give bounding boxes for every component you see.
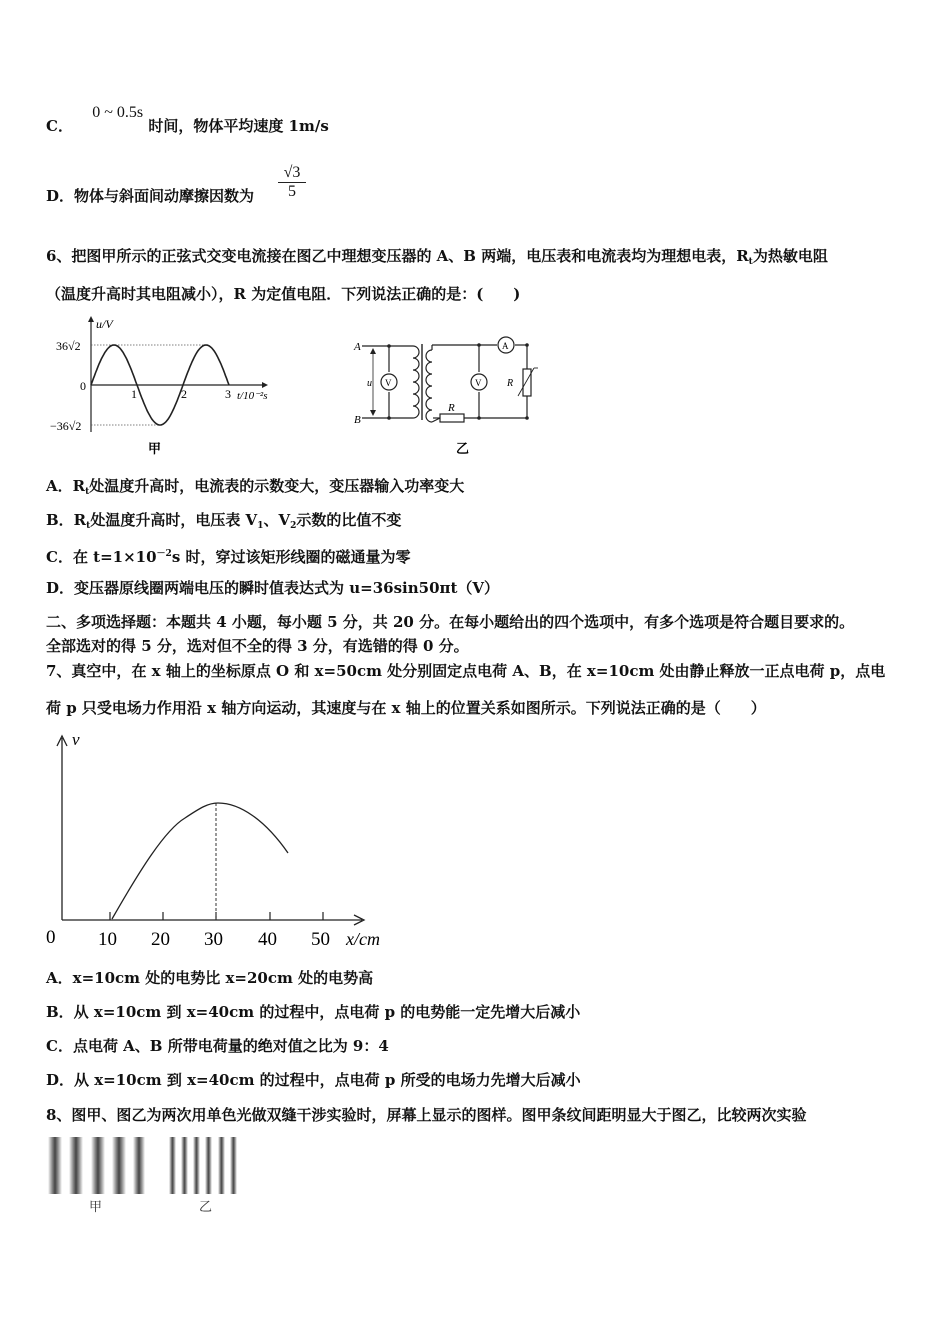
voltmeter-v1-label: V <box>385 378 392 388</box>
fringe-caption-jia: 甲 <box>89 1200 103 1215</box>
option-sub: 1 <box>257 521 264 531</box>
figure-jia-sine-chart <box>40 312 290 462</box>
q5-option-d-text: D．物体与斜面间动摩擦因数为 <box>46 187 255 205</box>
q6-stem-text: 6、把图甲所示的正弦式交变电流接在图乙中理想变压器的 A、B 两端，电压表和电流表均为理想电表，R <box>46 247 749 265</box>
option-sub: t <box>86 521 91 531</box>
y-max-label: 36√2 <box>56 339 81 353</box>
q7-option-d: D．从 x=10cm 到 x=40cm 的过程中，点电荷 p 所受的电场力先增大后减小 <box>46 1071 581 1089</box>
voltage-u-label: u <box>367 378 372 389</box>
q7-option-b: B．从 x=10cm 到 x=40cm 的过程中，点电荷 p 的电势能一定先增大后减小 <box>46 1003 581 1021</box>
voltmeter-v2-label: V <box>475 378 482 388</box>
figure-velocity-position-chart <box>30 725 410 955</box>
x-tick-40: 40 <box>258 929 277 950</box>
resistor-r-label: R <box>448 402 455 414</box>
q6-stem-line2: （温度升高时其电阻减小），R 为定值电阻．下列说法正确的是：( ) <box>46 285 521 303</box>
x-axis-label: x/cm <box>346 929 380 949</box>
section2-instructions-line2: 全部选对的得 5 分，选对但不全的得 3 分，有选错的得 0 分。 <box>46 637 469 655</box>
q6-option-a <box>46 476 464 502</box>
figure-jia-caption: 甲 <box>148 442 162 457</box>
q5-option-c-label: C． <box>46 117 73 135</box>
option-text: 示数的比值不变 <box>296 511 402 529</box>
option-text: 处温度升高时，电流表的示数变大，变压器输入功率变大 <box>89 477 465 495</box>
q5-option-d <box>46 186 254 206</box>
q8-stem-line1: 8、图甲、图乙为两次用单色光做双缝干涉实验时，屏幕上显示的图样。图甲条纹间距明显大于图乙，比较两次实验 <box>46 1106 807 1124</box>
terminal-a-label: A <box>354 341 361 353</box>
q7-stem-line2: 荷 p 只受电场力作用沿 x 轴方向运动，其速度与在 x 轴上的位置关系如图所示。下列说法正确的是（ ） <box>46 699 766 717</box>
option-sub: t <box>85 487 90 497</box>
y-min-label: −36√2 <box>50 419 82 433</box>
x-tick-10: 10 <box>98 929 117 950</box>
q5-option-c-math: 0 ~ 0.5s <box>92 104 144 121</box>
ammeter-label: A <box>502 341 509 351</box>
option-text: 处温度升高时，电压表 V <box>90 511 258 529</box>
q6-option-b <box>46 510 401 536</box>
section2-instructions-line1: 二、多项选择题：本题共 4 小题，每小题 5 分，共 20 分。在每小题给出的四个选项中，有多个选项是符合题目要求的。 <box>46 613 855 631</box>
x-axis-label: t/10⁻²s <box>237 390 268 402</box>
q6-option-d: D．变压器原线圈两端电压的瞬时值表达式为 u=36sin50πt（V） <box>46 579 500 597</box>
option-sup: －2 <box>156 549 172 559</box>
option-prefix: B．R <box>46 511 87 529</box>
fraction-numerator: √3 <box>278 164 306 183</box>
q7-option-c: C．点电荷 A、B 所带电荷量的绝对值之比为 9：4 <box>46 1037 389 1055</box>
figure-yi-caption: 乙 <box>456 442 470 457</box>
fringe-pattern-jia <box>48 1137 145 1194</box>
fringe-caption-yi: 乙 <box>199 1200 213 1215</box>
option-text: s 时，穿过该矩形线圈的磁通量为零 <box>171 548 411 566</box>
x-tick-2: 2 <box>181 387 187 401</box>
fringe-pattern-yi <box>169 1137 237 1194</box>
x-tick-3: 3 <box>225 387 231 401</box>
option-sub: 2 <box>290 521 297 531</box>
q7-stem-line1: 7、真空中，在 x 轴上的坐标原点 O 和 x=50cm 处分别固定点电荷 A、B，在 x=10cm 处由静止释放一正点电荷 p，点电 <box>46 662 886 680</box>
x-tick-30: 30 <box>204 929 223 950</box>
option-prefix: C．在 t=1×10 <box>46 548 157 566</box>
v-axis-label: v <box>72 730 80 749</box>
q5-option-c-text: 时间，物体平均速度 1m/s <box>148 117 329 135</box>
q6-stem-sub: t <box>748 257 753 267</box>
q5-option-c <box>46 104 329 137</box>
fraction-denominator: 5 <box>288 183 296 200</box>
figure-interference-fringes <box>40 1130 260 1220</box>
q6-option-c <box>46 544 410 567</box>
x-tick-50: 50 <box>311 929 330 950</box>
q5-option-d-fraction <box>278 164 306 201</box>
q6-stem-tail: 为热敏电阻 <box>752 247 828 265</box>
figure-yi-circuit <box>340 320 560 460</box>
q6-stem-line1 <box>46 246 828 272</box>
q7-option-a: A．x=10cm 处的电势比 x=20cm 处的电势高 <box>46 969 374 987</box>
y-axis-label: u/V <box>96 317 113 331</box>
option-text: 、V <box>263 511 291 529</box>
thermistor-rt-label: R <box>507 378 514 389</box>
x-tick-1: 1 <box>131 387 137 401</box>
terminal-b-label: B <box>354 414 361 426</box>
origin-label: 0 <box>80 379 86 393</box>
x-tick-20: 20 <box>151 929 170 950</box>
option-prefix: A．R <box>46 477 86 495</box>
x-tick-0: 0 <box>46 927 56 948</box>
